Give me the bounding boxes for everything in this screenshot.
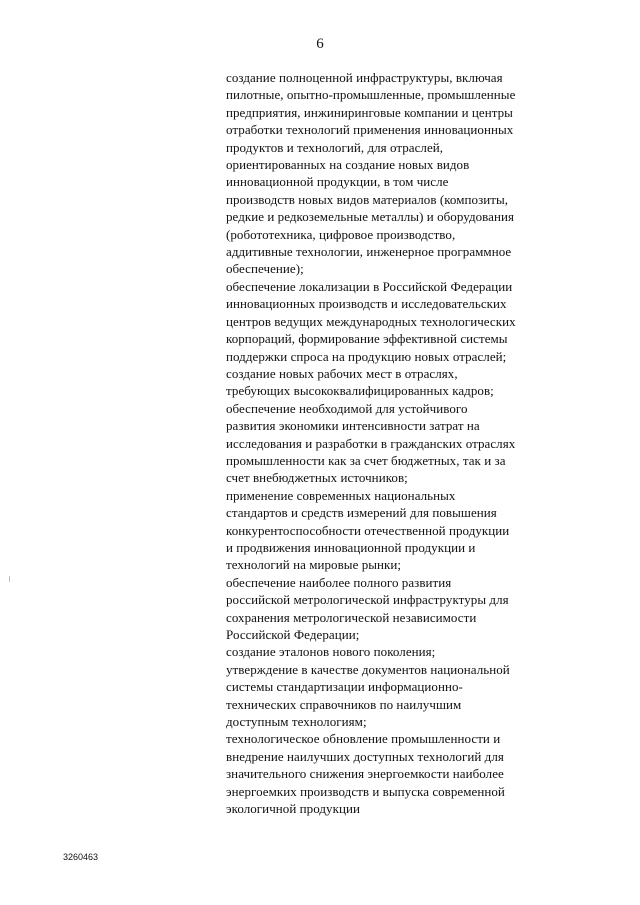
- text-line: сохранения метрологической независимости: [226, 609, 477, 625]
- text-line: конкурентоспособности отечественной продукции: [226, 522, 510, 538]
- text-line: пилотные, опытно-промышленные, промышленные: [226, 87, 516, 103]
- page-number: 6: [316, 36, 324, 52]
- text-line: энергоемких производств и выпуска современной: [226, 783, 505, 799]
- text-line: аддитивные технологии, инженерное программное: [226, 244, 512, 260]
- text-line: российской метрологической инфраструктуры для: [226, 592, 509, 608]
- text-line: промышленности как за счет бюджетных, так и за: [226, 452, 506, 468]
- text-line: обеспечение);: [226, 261, 304, 277]
- text-line: развития экономики интенсивности затрат на: [226, 418, 480, 434]
- text-line: стандартов и средств измерений для повышения: [226, 505, 497, 521]
- text-line: редкие и редкоземельные металлы) и оборудования: [226, 209, 515, 225]
- text-line: обеспечение необходимой для устойчивого: [226, 400, 468, 416]
- text-line: внедрение наилучших доступных технологий для: [226, 748, 504, 764]
- text-line: экологичной продукции: [226, 801, 360, 817]
- text-line: значительного снижения энергоемкости наиболее: [226, 766, 504, 782]
- text-line: предприятия, инжиниринговые компании и центры: [226, 104, 513, 120]
- text-line: центров ведущих международных технологических: [226, 313, 516, 329]
- text-line: создание новых рабочих мест в отраслях,: [226, 365, 458, 381]
- text-line: продуктов и технологий, для отраслей,: [226, 139, 444, 155]
- text-line: инновационной продукции, в том числе: [226, 174, 449, 190]
- text-line: счет внебюджетных источников;: [226, 470, 408, 486]
- text-line: отработки технологий применения инновационных: [226, 122, 514, 138]
- text-line: создание эталонов нового поколения;: [226, 644, 436, 660]
- text-line: и продвижения инновационной продукции и: [226, 539, 476, 555]
- text-line: системы стандартизации информационно-: [226, 679, 463, 695]
- text-line: утверждение в качестве документов национальной: [226, 661, 510, 677]
- text-line: исследования и разработки в гражданских отраслях: [226, 435, 516, 451]
- text-line: производств новых видов материалов (композиты,: [226, 191, 509, 207]
- text-line: (робототехника, цифровое производство,: [226, 226, 456, 242]
- text-line: доступным технологиям;: [226, 714, 367, 730]
- text-line: поддержки спроса на продукцию новых отраслей;: [226, 348, 507, 364]
- text-line: инновационных производств и исследовательских: [226, 296, 507, 312]
- text-line: ориентированных на создание новых видов: [226, 157, 470, 173]
- text-line: обеспечение локализации в Российской Федерации: [226, 278, 513, 294]
- text-line: применение современных национальных: [226, 487, 456, 503]
- text-line: требующих высококвалифицированных кадров;: [226, 383, 494, 399]
- document-body: [226, 69, 566, 817]
- scan-margin-mark: [9, 576, 10, 582]
- text-line: Российской Федерации;: [226, 627, 360, 642]
- text-line: технических справочников по наилучшим: [226, 696, 462, 712]
- text-line: технологий на мировые рынки;: [226, 557, 402, 573]
- document-code: 3260463: [63, 852, 99, 862]
- text-line: создание полноценной инфраструктуры, включая: [226, 70, 503, 85]
- text-line: корпораций, формирование эффективной системы: [226, 331, 508, 347]
- text-line: технологическое обновление промышленности и: [226, 731, 501, 747]
- text-line: обеспечение наиболее полного развития: [226, 574, 452, 590]
